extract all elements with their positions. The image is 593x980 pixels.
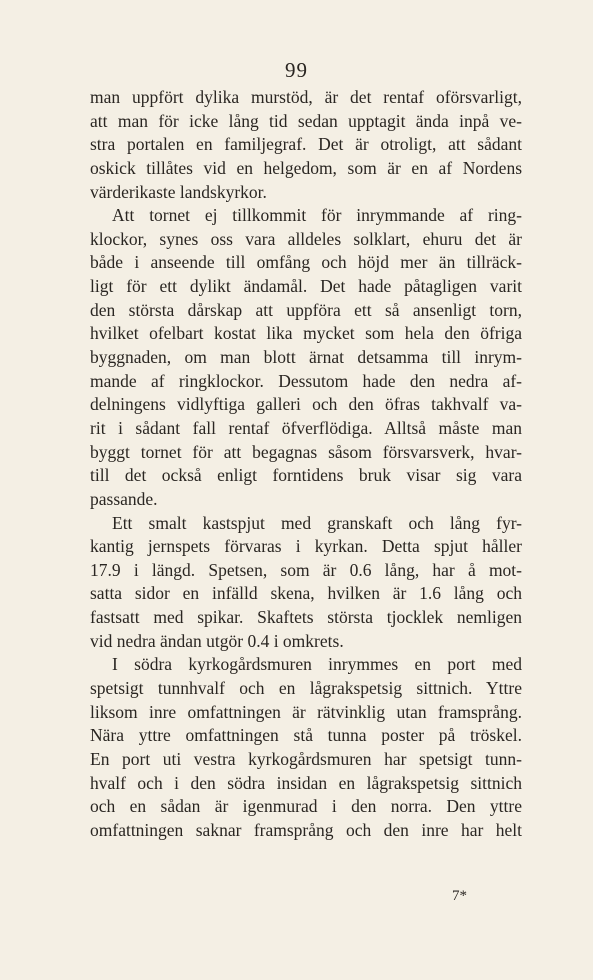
text-line: I södra kyrkogårdsmuren inrymmes en port med (112, 654, 522, 675)
text-line: rit i sådant fall rentaf öfverflödiga. Alltså måste man (90, 417, 522, 438)
text-line: man uppfört dylika murstöd, är det rentaf oförsvarligt, (90, 87, 522, 107)
text-line: Nära yttre omfattningen stå tunna poster på tröskel. (90, 725, 522, 746)
text-line: delningens vidlyftiga galleri och den öfras takhvalf va- (90, 394, 522, 415)
text-line: byggt tornet för att begagnas såsom försvarsverk, hvar- (90, 441, 522, 462)
text-line: En port uti vestra kyrkogårdsmuren har spetsigt tunn- (90, 748, 522, 769)
text-line: 17.9 i längd. Spetsen, som är 0.6 lång, har å mot- (90, 559, 522, 580)
body-text (90, 86, 522, 843)
text-line: oskick tillåtes vid en helgedom, som är en af Nordens (90, 157, 522, 178)
text-line: mande af ringklockor. Dessutom hade den nedra af- (90, 370, 522, 391)
text-line: fastsatt med spikar. Skaftets största tjocklek nemligen (90, 607, 522, 628)
page-number: 99 (285, 58, 308, 82)
text-line: och en sådan är igenmurad i den norra. Den yttre (90, 796, 522, 817)
signature-mark: 7* (452, 888, 467, 904)
text-line: satta sidor en infälld skena, hvilken är 1.6 lång och (90, 583, 522, 604)
text-line: den största dårskap att uppföra ett så ansenligt torn, (90, 299, 522, 320)
text-line: liksom inre omfattningen är rätvinklig utan framsprång. (90, 701, 522, 722)
text-line: stra portalen en familjegraf. Det är otroligt, att sådant (90, 134, 522, 155)
text-line: byggnaden, om man blott ärnat detsamma till inrym- (90, 347, 522, 368)
text-line: vid nedra ändan utgör 0.4 i omkrets. (90, 630, 344, 651)
text-line: ligt för ett dylikt ändamål. Det hade påtagligen varit (90, 276, 522, 297)
text-line: både i anseende till omfång och höjd mer än tillräck- (90, 252, 522, 273)
text-line: till det också enligt forntidens bruk visar sig vara (90, 465, 522, 486)
text-line: Att tornet ej tillkommit för inrymmande af ring- (112, 205, 522, 226)
text-line: hvalf och i den södra insidan en lågrakspetsig sittnich (90, 772, 522, 793)
text-line: värderikaste landskyrkor. (90, 181, 267, 202)
text-line: hvilket ofelbart kostat lika mycket som hela den öfriga (90, 323, 522, 344)
text-line: klockor, synes oss vara alldeles solklart, ehuru det är (90, 228, 522, 249)
text-line: kantig jernspets förvaras i kyrkan. Detta spjut håller (90, 536, 522, 557)
text-line: Ett smalt kastspjut med granskaft och lång fyr- (112, 512, 522, 533)
text-line: spetsigt tunnhvalf och en lågrakspetsig sittnich. Yttre (90, 678, 522, 699)
text-line: passande. (90, 488, 158, 509)
text-line: omfattningen saknar framsprång och den inre har helt (90, 819, 522, 840)
text-line: att man för icke lång tid sedan upptagit ända inpå ve- (90, 110, 522, 131)
